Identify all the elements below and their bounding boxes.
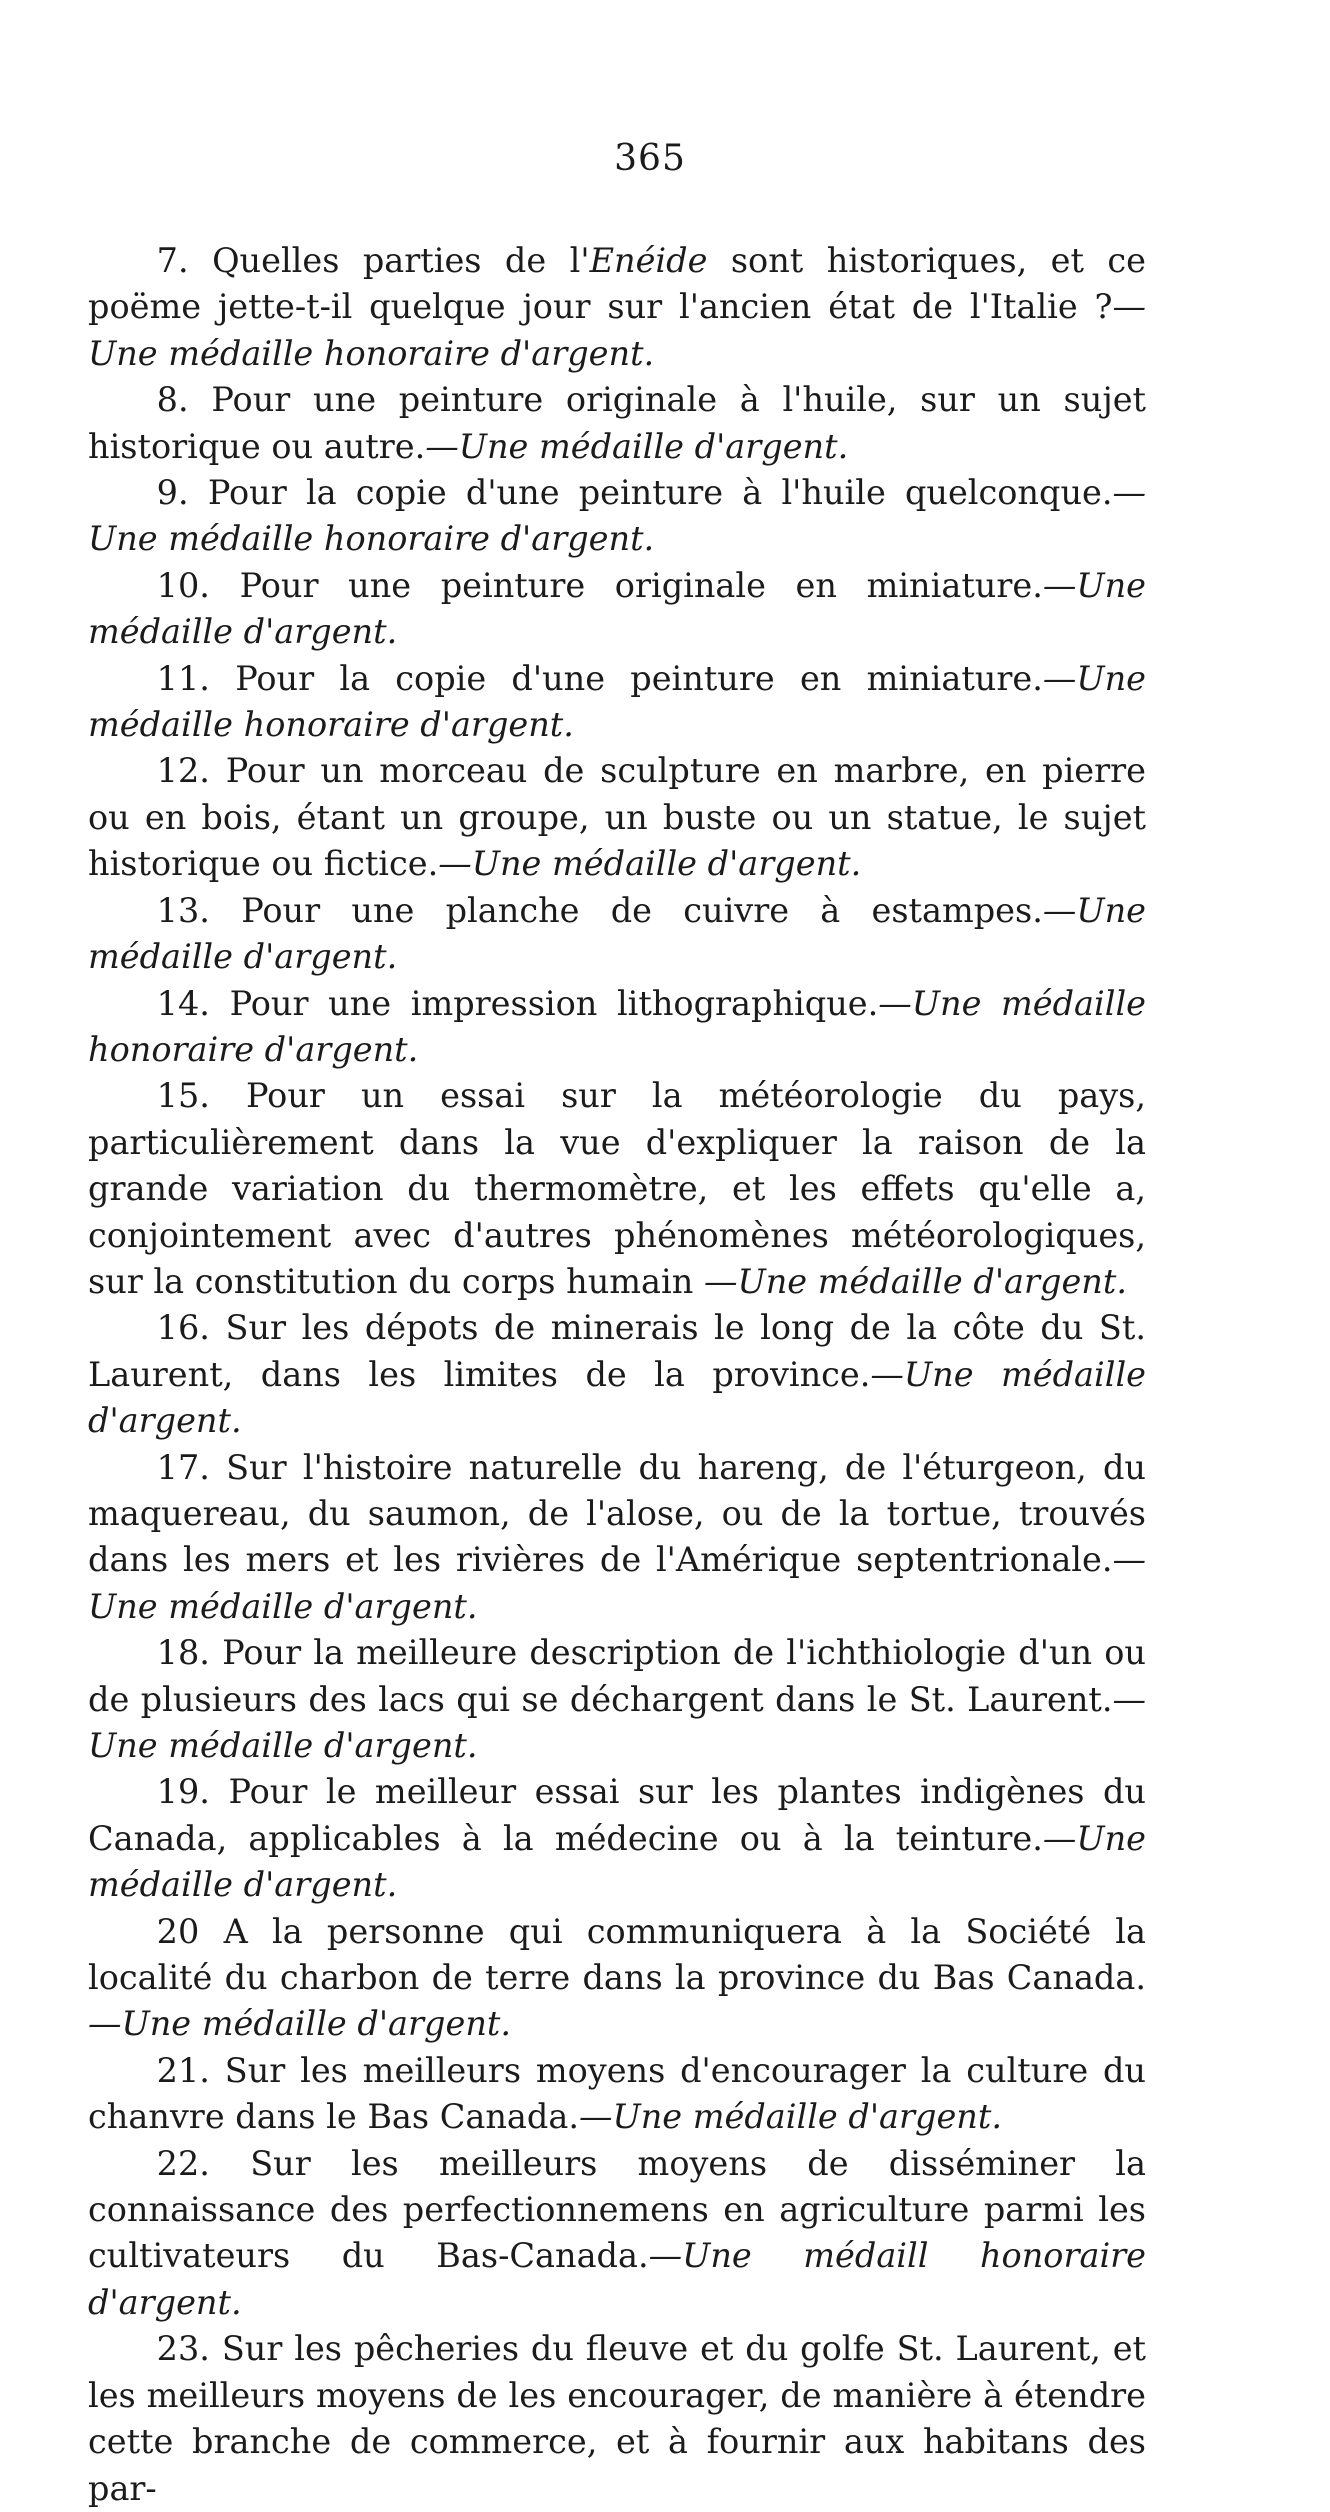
item-italic-title: Enéide [589,241,708,280]
item-number: 7. [156,241,189,280]
item-text: Pour un morceau de sculpture en marbre, en pierre ou en bois, étant un groupe, un buste ou un statue, le sujet historique ou fictice. [88,751,1146,884]
item-number: 19. [156,1772,210,1812]
list-item [88,1630,1146,1769]
item-award: —Une médaille honoraire d'argent. [88,287,1146,373]
page-number: 365 [614,138,686,179]
item-number: 13. [156,890,210,930]
item-award: —Une médaille d'argent. [88,890,1146,977]
item-award: —Une médaille d'argent. [88,1679,1146,1765]
prize-list [88,238,1146,2512]
item-text: Pour un essai sur la météorologie du pays, particulièrement dans la vue d'expliquer la raison de la grande variation du thermomètre, et les effets qu'elle a, conjointement avec d'autres phénomènes météorologiques, sur la constitution du corps humain [88,1076,1147,1301]
list-item [88,1769,1146,1908]
item-text: Pour la copie d'une peinture à l'huile quelconque. [207,473,1113,513]
item-text: Pour une planche de cuivre à estampes. [241,890,1043,930]
item-number: 9. [156,473,189,513]
item-award: —Une médaille d'argent. [88,1540,1146,1626]
list-item [88,238,1146,377]
item-award: —Une médaille honoraire d'argent. [88,658,1146,745]
item-number: 23. [156,2329,210,2369]
item-award: —Une médaille honoraire d'argent. [88,473,1147,559]
item-text: Sur les pêcheries du fleuve et du golfe St. Laurent, et les meilleurs moyens de les encourager, de manière à étendre cette branche de commerce, et à fournir aux habitans des par- [88,2329,1146,2508]
list-item [88,2048,1146,2141]
item-text: Pour la meilleure description de l'ichthiologie d'un ou de plusieurs des lacs qui se déchargent dans le St. Laurent. [88,1633,1146,1719]
item-number: 18. [156,1633,210,1673]
item-number: 17. [156,1447,210,1487]
item-award: —Une médaill honoraire d'argent. [88,2236,1146,2322]
item-number: 22. [156,2143,210,2183]
item-number: 16. [156,1308,210,1348]
list-item [88,470,1146,563]
item-award: —Une médaille d'argent. [578,2097,1002,2137]
item-text: Pour le meilleur essai sur les plantes indigènes du Canada, applicables à la médecine ou à la teinture. [88,1772,1146,1858]
item-award: —Une médaille honoraire d'argent. [88,983,1146,1069]
item-number: 14. [156,983,210,1023]
item-award: —Une médaille d'argent. [88,2004,512,2044]
item-text: Sur les meilleurs moyens de disséminer la connaissance des perfectionnemens en agriculture parmi les cultivateurs du Bas-Canada. [88,2143,1146,2276]
item-number: 8. [156,380,189,420]
item-award: —Une médaille d'argent. [88,1818,1146,1905]
item-text: Sur les meilleurs moyens d'encourager la culture du chanvre dans le Bas Canada. [88,2050,1146,2137]
item-text: Sur les dépots de minerais le long de la côte du St. Laurent, dans les limites de la province. [88,1308,1146,1394]
list-item [88,1909,1146,2048]
list-item [88,656,1146,749]
list-item [88,748,1146,887]
list-item [88,2141,1146,2327]
item-number: 11. [156,658,210,698]
item-number: 10. [156,565,210,605]
item-text: Sur l'histoire naturelle du hareng, de l'éturgeon, du maquereau, du saumon, de l'alose, ou de la tortue, trouvés dans les mers et les rivières de l'Amérique septentrionale. [88,1447,1146,1580]
item-number: 21. [156,2050,210,2090]
item-number: 15. [156,1076,210,1116]
item-award: —Une médaille d'argent. [438,844,862,884]
item-text-continued: sont historiques, et ce poëme jette-t-il quelque jour sur l'ancien état de l'Italie ? [88,241,1146,327]
item-number: 12. [156,751,210,791]
list-item [88,888,1146,981]
list-item [88,2326,1146,2512]
item-text: A la personne qui communiquera à la Société la localité du charbon de terre dans la province du Bas Canada. [88,1911,1146,1998]
item-text: Pour la copie d'une peinture en miniature. [235,658,1043,698]
list-item [88,563,1146,656]
list-item [88,1305,1146,1444]
item-number: 20 [156,1911,200,1951]
list-item [88,377,1146,470]
item-text: Pour une peinture originale en miniature. [239,565,1043,605]
list-item [88,1073,1146,1305]
item-award: —Une médaille d'argent. [425,426,849,466]
item-award: —Une médaille d'argent. [88,1354,1146,1441]
item-award: —Une médaille d'argent. [88,565,1146,652]
item-award: —Une médaille d'argent. [703,1261,1127,1301]
item-text: Pour une impression lithographique. [229,983,879,1023]
list-item [88,981,1146,1074]
item-text: Quelles parties de l' [212,241,590,280]
item-text: Pour une peinture originale à l'huile, sur un sujet historique ou autre. [88,380,1146,466]
list-item [88,1445,1146,1631]
